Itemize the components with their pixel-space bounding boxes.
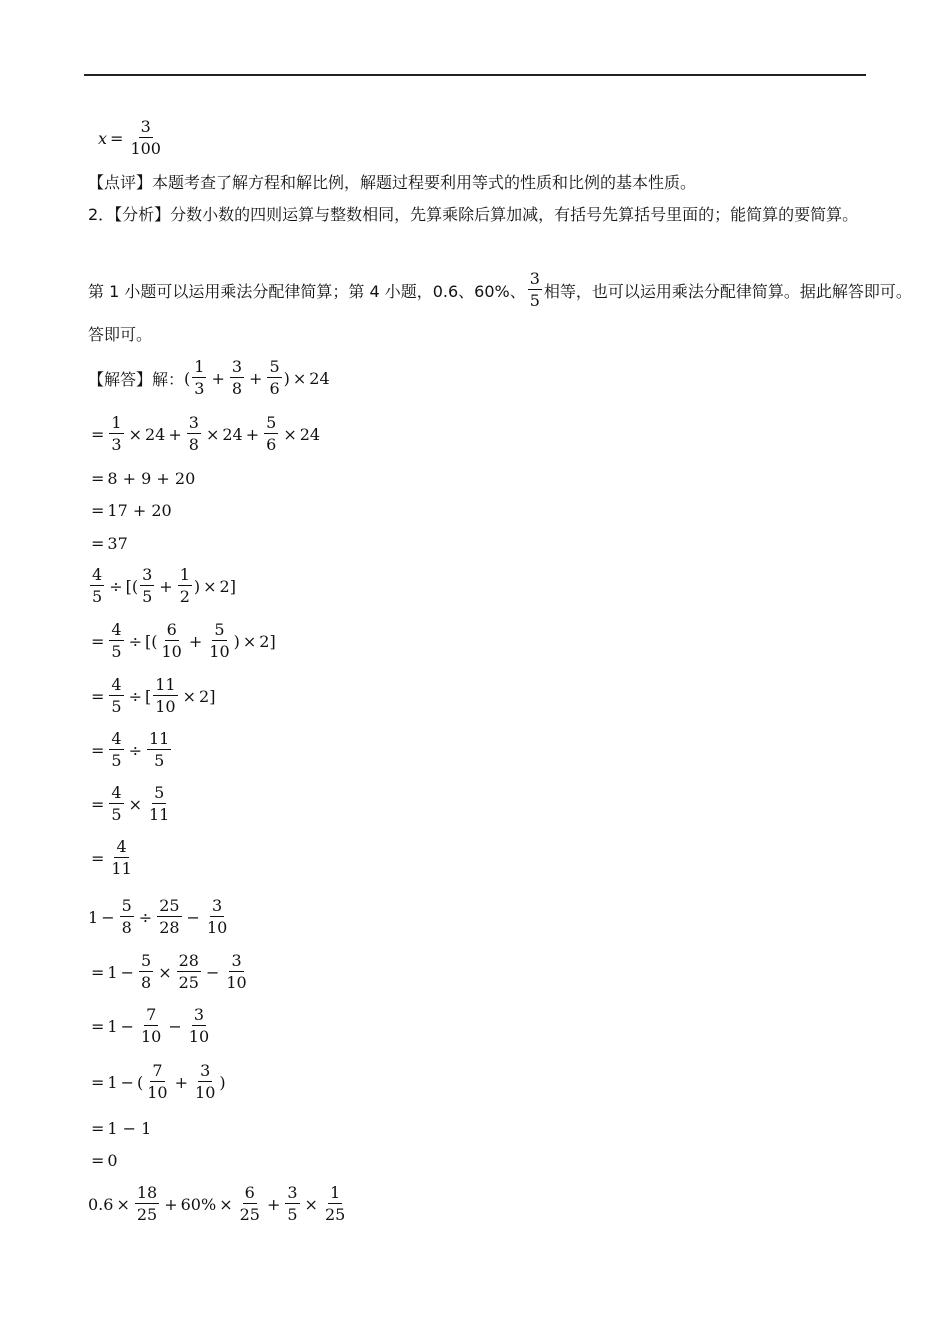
fraction: $\frac{1}{2}$ [179,565,190,606]
fraction: $\frac{3}{10}$ [188,1005,210,1046]
fraction: $\frac{6}{25}$ [239,1183,260,1224]
fraction: $\frac{7}{10}$ [147,1061,168,1102]
fraction: $\frac{5}{6}$ [266,413,277,454]
fraction: $\frac{11}{5}$ [149,729,170,770]
fraction: $\frac{3}{8}$ [188,413,199,454]
step-line: = 1 − 1 [91,1118,152,1138]
fraction: $\frac{5}{8}$ [121,896,132,937]
step-line: = $\frac{4}{5}$ ÷ $\frac{11}{5}$ [91,729,170,770]
fraction: $\frac{3}{10}$ [206,896,228,937]
fraction: $\frac{3}{5}$ [287,1183,298,1224]
step-line: = 1 − $\frac{7}{10}$ − $\frac{3}{10}$ [91,1005,210,1046]
step-line: = 8 + 9 + 20 [91,468,196,488]
analysis-text: 2．【分析】分数小数的四则运算与整数相同，先算乘除后算加减，有括号先算括号里面的；能简算的要简算。 [88,205,859,224]
fraction: $\frac{18}{25}$ [136,1183,158,1224]
step-line: = $\frac{1}{3}$ × 24 + $\frac{3}{8}$ × 24 + $\frac{5}{6}$ × 24 [91,413,321,454]
fraction: $\frac{4}{5}$ [111,675,122,716]
x-solution-line: x = $\frac{3}{100}$ [98,117,161,158]
fraction: $\frac{1}{3}$ [194,357,205,398]
fraction: $\frac{5}{8}$ [141,951,152,992]
answer-line-1: 【解答】解： ( $\frac{1}{3}$ + $\frac{3}{8}$ + $\frac{5}{6}$ ) × 24 [88,357,330,398]
fraction: $\frac{7}{10}$ [141,1005,162,1046]
fraction: $\frac{5}{6}$ [269,357,280,398]
step-line: = 1 − ( $\frac{7}{10}$ + $\frac{3}{10}$ ) [91,1061,226,1102]
fraction: $\frac{6}{10}$ [161,620,182,661]
problem-4-line: 0.6 × $\frac{18}{25}$ + 60% × $\frac{6}{25}$ + $\frac{3}{5}$ × $\frac{1}{25}$ [88,1183,346,1224]
step-line: = 17 + 20 [91,500,172,520]
fraction: $\frac{3}{10}$ [195,1061,216,1102]
fraction: $\frac{4}{5}$ [111,729,122,770]
step-line: = 37 [91,533,128,553]
step-line: = $\frac{4}{5}$ × $\frac{5}{11}$ [91,783,170,824]
problem-2-line: $\frac{4}{5}$ ÷ [ ( $\frac{3}{5}$ + $\frac{1}{2}$ ) × 2 ] [92,565,236,606]
fraction: $\frac{4}{5}$ [111,620,122,661]
fraction: $\frac{25}{28}$ [159,896,180,937]
fraction: $\frac{11}{10}$ [155,675,176,716]
fraction: $\frac{3}{8}$ [231,357,243,398]
fraction: $\frac{1}{25}$ [324,1183,346,1224]
analysis-text-2: 第 1 小题可以运用乘法分配律简算；第 4 小题，0.6、60%、 $\frac{3}{5}$ 相等，也可以运用乘法分配律简算。据此解答即可。 [88,269,912,310]
fraction: $\frac{4}{11}$ [111,837,132,878]
fraction: $\frac{1}{3}$ [111,413,122,454]
fraction: $\frac{5}{10}$ [209,620,230,661]
review-text: 【点评】本题考查了解方程和解比例，解题过程要利用等式的性质和比例的基本性质。 [88,173,697,192]
fraction: $\frac{3}{10}$ [226,951,247,992]
fraction: $\frac{3}{5}$ [529,269,540,310]
step-line: = $\frac{4}{11}$ [91,837,132,878]
step-line: = $\frac{4}{5}$ ÷ [ $\frac{11}{10}$ × 2 ] [91,675,216,716]
fraction: $\frac{4}{5}$ [92,565,103,606]
fraction: $\frac{5}{11}$ [149,783,170,824]
fraction: $\frac{3}{100}$ [130,117,161,158]
fraction: $\frac{28}{25}$ [178,951,199,992]
step-line: = 0 [91,1150,118,1170]
problem-3-line: 1 − $\frac{5}{8}$ ÷ $\frac{25}{28}$ − $\frac{3}{10}$ [88,896,228,937]
step-line: = 1 − $\frac{5}{8}$ × $\frac{28}{25}$ − $\frac{3}{10}$ [91,951,247,992]
analysis-text-3: 答即可。 [88,325,153,344]
fraction: $\frac{4}{5}$ [111,783,122,824]
step-line: = $\frac{4}{5}$ ÷ [ ( $\frac{6}{10}$ + $\frac{5}{10}$ ) × 2 ] [91,620,276,661]
header-rule [84,74,866,76]
fraction: $\frac{3}{5}$ [142,565,153,606]
